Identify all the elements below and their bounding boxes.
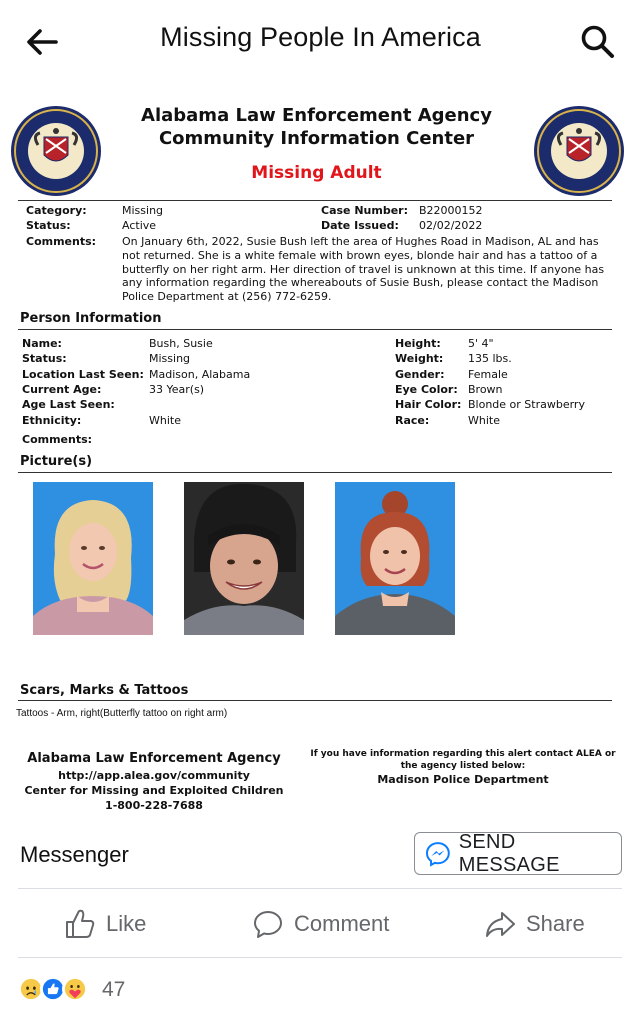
comment-label: Comment <box>294 911 390 936</box>
center-name: Community Information Center <box>158 128 475 149</box>
share-icon <box>484 908 516 940</box>
reaction-summary[interactable] <box>18 976 84 1002</box>
name-label: Name: <box>22 337 62 350</box>
weight-value: 135 lbs. <box>468 352 512 365</box>
date-issued-value: 02/02/2022 <box>419 219 483 232</box>
share-button[interactable] <box>484 906 585 942</box>
comment-icon <box>252 908 284 940</box>
divider <box>18 329 612 330</box>
flyer-footer-notice <box>308 748 618 788</box>
gender-value: Female <box>468 368 508 381</box>
tattoo-description: Tattoos - Arm, right(Butterfly tattoo on right arm) <box>16 708 228 719</box>
like-label: Like <box>106 911 147 936</box>
divider <box>18 888 622 889</box>
footer-notice-line-2: the agency listed below: <box>400 761 526 771</box>
hair-color-value: Blonde or Strawberry <box>468 398 585 411</box>
age-last-seen-label: Age Last Seen: <box>22 398 115 411</box>
alea-seal-logo <box>533 105 625 197</box>
messenger-label: Messenger <box>20 842 129 867</box>
search-icon[interactable] <box>578 22 618 62</box>
status-label: Status: <box>26 219 71 232</box>
agency-name: Alabama Law Enforcement Agency <box>141 105 492 126</box>
flyer-footer-contact <box>18 750 290 813</box>
race-label: Race: <box>395 414 430 427</box>
missing-person-photo-2 <box>184 482 304 635</box>
comments-text: On January 6th, 2022, Susie Bush left the area of Hughes Road in Madison, AL and has not returned. She is a white female with brown eyes, blonde hair and has a tattoo of a butterfly on her right arm. Her direction of travel is unknown at this time. If anyone has any information regarding the whereabouts of Susie Bush, please contact the Madison Police Department at (256) 772-6259. <box>122 235 605 304</box>
care-reaction-icon <box>62 976 88 1002</box>
footer-center: Center for Missing and Exploited Children <box>24 784 284 797</box>
person-comments-label: Comments: <box>22 433 93 446</box>
missing-person-flyer[interactable] <box>0 96 641 822</box>
like-button[interactable] <box>64 906 146 942</box>
footer-phone: 1-800-228-7688 <box>105 799 203 812</box>
case-number-label: Case Number: <box>321 204 408 217</box>
pictures-section-title: Picture(s) <box>20 454 93 469</box>
height-label: Height: <box>395 337 441 350</box>
app-bar <box>0 0 641 82</box>
footer-url: http://app.alea.gov/community <box>58 769 250 782</box>
thumbs-up-icon <box>64 908 96 940</box>
alea-seal-logo <box>10 105 102 197</box>
scars-section-title: Scars, Marks & Tattoos <box>20 683 189 698</box>
gender-label: Gender: <box>395 368 445 381</box>
divider <box>18 472 612 473</box>
ethnicity-label: Ethnicity: <box>22 414 82 427</box>
person-section-title: Person Information <box>20 311 162 326</box>
ethnicity-value: White <box>149 414 181 427</box>
weight-label: Weight: <box>395 352 444 365</box>
footer-notice-line-1: If you have information regarding this alert contact ALEA or <box>310 749 616 759</box>
date-issued-label: Date Issued: <box>321 219 399 232</box>
reaction-count[interactable]: 47 <box>102 978 126 1001</box>
location-label: Location Last Seen: <box>22 368 144 381</box>
footer-police-dept: Madison Police Department <box>377 773 549 786</box>
divider <box>18 700 612 701</box>
person-status-label: Status: <box>22 352 67 365</box>
page-title: Missing People In America <box>160 22 481 52</box>
category-label: Category: <box>26 204 87 217</box>
name-value: Bush, Susie <box>149 337 213 350</box>
race-value: White <box>468 414 500 427</box>
current-age-value: 33 Year(s) <box>149 383 205 396</box>
current-age-label: Current Age: <box>22 383 102 396</box>
send-message-label: SEND MESSAGE <box>458 830 560 876</box>
category-value: Missing <box>122 204 164 217</box>
send-message-button[interactable] <box>414 832 622 875</box>
share-label: Share <box>526 911 585 936</box>
comment-button[interactable] <box>252 906 389 942</box>
location-value: Madison, Alabama <box>149 368 251 381</box>
footer-agency: Alabama Law Enforcement Agency <box>27 751 281 766</box>
hair-color-label: Hair Color: <box>395 398 462 411</box>
messenger-icon <box>425 841 451 867</box>
status-value: Active <box>122 219 157 232</box>
eye-color-value: Brown <box>468 383 503 396</box>
alert-type: Missing Adult <box>251 163 382 183</box>
person-status-value: Missing <box>149 352 191 365</box>
height-value: 5' 4" <box>468 337 494 350</box>
divider <box>18 200 612 201</box>
case-number-value: B22000152 <box>419 204 483 217</box>
comments-label: Comments: <box>26 235 97 248</box>
missing-person-photo-1 <box>33 482 153 635</box>
eye-color-label: Eye Color: <box>395 383 458 396</box>
divider <box>18 957 622 958</box>
missing-person-photo-3 <box>335 482 455 635</box>
